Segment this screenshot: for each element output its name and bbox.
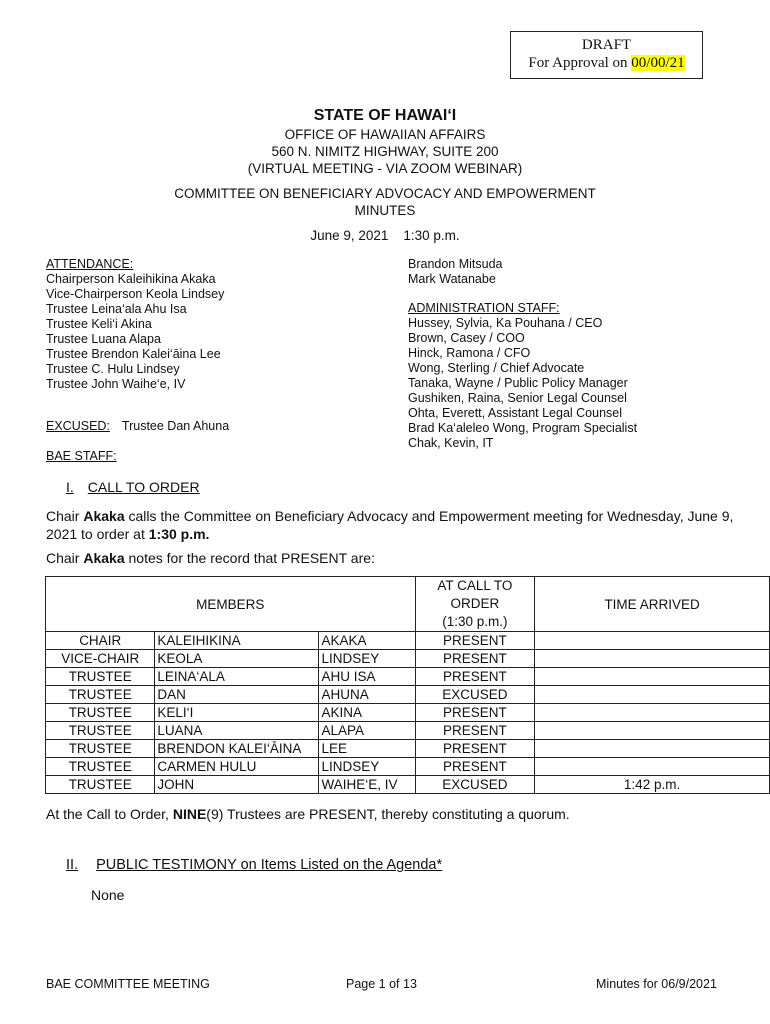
cell-status: PRESENT [415,704,535,722]
cell-role: TRUSTEE [46,758,155,776]
quorum-count: NINE [172,806,207,822]
admin-staff-member: Brown, Casey / COO [408,331,525,345]
cell-role: VICE-CHAIR [46,650,155,668]
cell-status: PRESENT [415,740,535,758]
staff-member: Brandon Mitsuda [408,257,503,271]
table-row [46,758,770,776]
cell-status: PRESENT [415,632,535,650]
admin-staff-member: Tanaka, Wayne / Public Policy Manager [408,376,628,390]
cell-last-name: LEE [319,740,415,758]
cell-arrived [535,686,770,704]
section-2-heading [46,857,442,873]
section-2-title: PUBLIC TESTIMONY on Items Listed on the Agenda* [96,857,443,873]
footer-left: BAE COMMITTEE MEETING [46,977,210,991]
cell-role: TRUSTEE [46,776,155,794]
attendee: Trustee Brendon Kalei‘āina Lee [46,347,221,361]
admin-staff-member: Gushiken, Raina, Senior Legal Counsel [408,391,627,405]
header-time-arrived: TIME ARRIVED [535,577,770,632]
cell-arrived [535,722,770,740]
draft-approval-box [510,31,703,79]
footer-page-number: Page 1 of 13 [346,977,417,991]
bae-staff-heading: BAE STAFF: [46,449,117,463]
attendance-heading: ATTENDANCE: [46,257,134,271]
footer-right: Minutes for 06/9/2021 [596,977,717,991]
admin-staff-list [408,301,637,451]
section-1-numeral: I. [66,479,74,495]
office-address: 560 N. NIMITZ HIGHWAY, SUITE 200 [271,144,499,159]
admin-staff-member: Chak, Kevin, IT [408,436,494,450]
admin-staff-member: Wong, Sterling / Chief Advocate [408,361,585,375]
cell-arrived [535,632,770,650]
committee-name: COMMITTEE ON BENEFICIARY ADVOCACY AND EMPOWERMENT [174,186,596,201]
document-title: STATE OF HAWAI‘I [313,107,457,124]
call-to-order-paragraph: Chair Akaka calls the Committee on Beneficiary Advocacy and Empowerment meeting for Wednesday, June 9, 2021 to order at 1:30 p.m. [46,508,734,542]
cell-first-name: KELI‘I [155,704,319,722]
admin-staff-member: Hussey, Sylvia, Ka Pouhana / CEO [408,316,603,330]
office-name: OFFICE OF HAWAIIAN AFFAIRS [284,127,486,142]
admin-staff-member: Hinck, Ramona / CFO [408,346,531,360]
cell-status: PRESENT [415,668,535,686]
approval-line: For Approval on 00/00/21 [528,55,685,71]
table-row [46,740,770,758]
cell-first-name: BRENDON KALEI‘ĀINA [155,740,319,758]
meeting-type: (VIRTUAL MEETING - VIA ZOOM WEBINAR) [247,161,523,176]
cell-arrived [535,668,770,686]
attendee: Trustee Keli‘i Akina [46,317,152,331]
attendee: Trustee C. Hulu Lindsey [46,362,180,376]
members-table [45,576,770,794]
cell-last-name: WAIHE‘E, IV [319,776,415,794]
cell-status: PRESENT [415,722,535,740]
quorum-paragraph: At the Call to Order, NINE(9) Trustees are PRESENT, thereby constituting a quorum. [46,806,570,822]
table-row [46,650,770,668]
table-row [46,668,770,686]
table-header-row [46,577,770,632]
cell-last-name: AKAKA [319,632,415,650]
attendee: Vice-Chairperson Keola Lindsey [46,287,225,301]
cell-status: EXCUSED [415,776,535,794]
cell-status: PRESENT [415,758,535,776]
attendance-list [46,257,224,392]
header-members: MEMBERS [46,577,416,632]
cell-last-name: AKINA [319,704,415,722]
cell-role: TRUSTEE [46,722,155,740]
cell-role: CHAIR [46,632,155,650]
cell-arrived [535,758,770,776]
admin-staff-member: Ohta, Everett, Assistant Legal Counsel [408,406,623,420]
cell-arrived: 1:42 p.m. [535,776,770,794]
chair-name: Akaka [83,508,125,524]
table-row [46,632,770,650]
chair-name: Akaka [83,550,125,566]
attendee: Trustee John Waihe‘e, IV [46,377,186,391]
cell-first-name: JOHN [155,776,319,794]
admin-staff-heading: ADMINISTRATION STAFF: [408,301,560,315]
cell-status: EXCUSED [415,686,535,704]
cell-role: TRUSTEE [46,704,155,722]
excused-name: Trustee Dan Ahuna [121,419,230,433]
cell-last-name: ALAPA [319,722,415,740]
table-row [46,722,770,740]
section-2-body: None [91,887,125,903]
attendee: Trustee Leina‘ala Ahu Isa [46,302,187,316]
start-time: 1:30 p.m. [148,526,210,542]
cell-arrived [535,740,770,758]
meeting-date-time: June 9, 2021 1:30 p.m. [310,228,460,243]
cell-last-name: AHU ISA [319,668,415,686]
cell-role: TRUSTEE [46,668,155,686]
cell-last-name: LINDSEY [319,650,415,668]
cell-status: PRESENT [415,650,535,668]
section-2-numeral: II. [66,857,79,873]
cell-arrived [535,704,770,722]
section-1-title: CALL TO ORDER [87,479,200,495]
cell-role: TRUSTEE [46,740,155,758]
attendee: Chairperson Kaleihikina Akaka [46,272,216,286]
cell-first-name: KEOLA [155,650,319,668]
attendee: Trustee Luana Alapa [46,332,161,346]
cell-first-name: CARMEN HULU [155,758,319,776]
cell-first-name: DAN [155,686,319,704]
cell-last-name: LINDSEY [319,758,415,776]
staff-member: Mark Watanabe [408,272,496,286]
present-note-paragraph: Chair Akaka notes for the record that PRESENT are: [46,550,375,566]
excused-label: EXCUSED: [46,419,110,433]
cell-first-name: LEINA‘ALA [155,668,319,686]
cell-first-name: KALEIHIKINA [155,632,319,650]
cell-last-name: AHUNA [319,686,415,704]
excused-line [46,419,229,434]
cell-role: TRUSTEE [46,686,155,704]
draft-label: DRAFT [581,37,632,53]
section-1-heading [46,479,200,495]
table-row [46,704,770,722]
doc-type: MINUTES [354,203,416,218]
cell-first-name: LUANA [155,722,319,740]
admin-staff-member: Brad Ka‘aleleo Wong, Program Specialist [408,421,638,435]
table-row [46,686,770,704]
approval-date: 00/00/21 [631,55,685,71]
table-row [46,776,770,794]
cell-arrived [535,650,770,668]
bae-staff-list [408,257,503,287]
header-call-to-order: AT CALL TO ORDER (1:30 p.m.) [415,577,535,632]
